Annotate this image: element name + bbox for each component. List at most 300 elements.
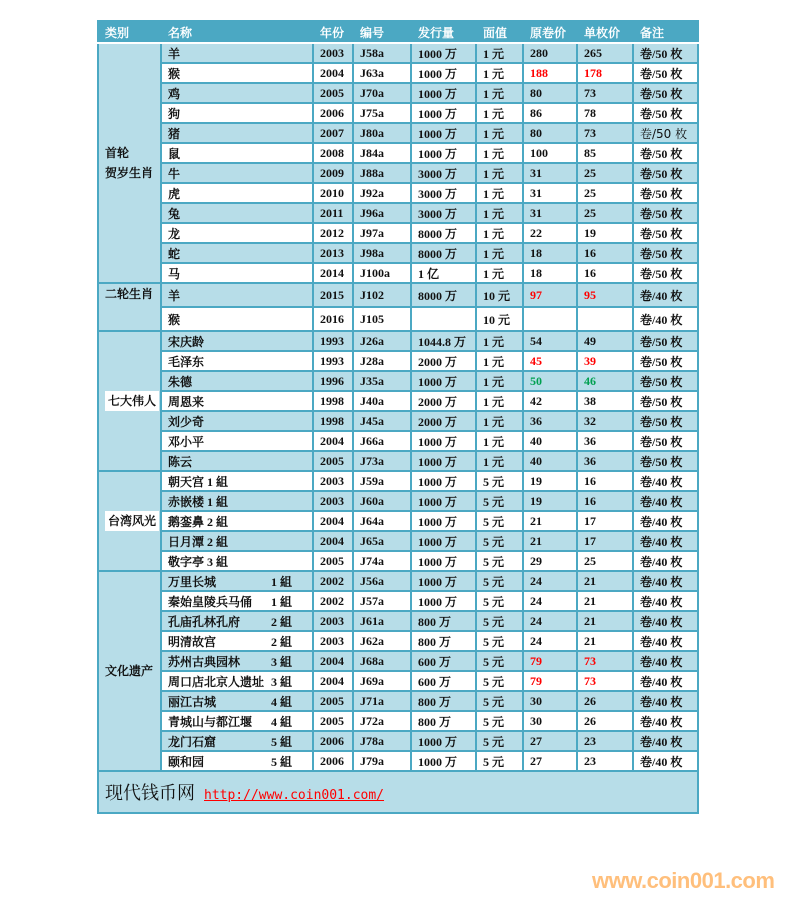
note-cell: 卷/50 枚 xyxy=(633,391,698,411)
coin-name: 宋庆龄 xyxy=(168,334,205,349)
roll-price-cell: 40 xyxy=(523,431,577,451)
coin-name: 明清故宫 xyxy=(168,634,217,649)
year-cell: 2014 xyxy=(313,263,353,283)
issue-cell: 1044.8 万 xyxy=(411,331,476,351)
roll-price-cell: 27 xyxy=(523,731,577,751)
category-cell xyxy=(98,43,161,283)
face-value-cell: 1 元 xyxy=(476,411,523,431)
name-cell xyxy=(161,551,313,571)
coin-group: 2 組 xyxy=(270,614,292,629)
unit-price-cell: 16 xyxy=(577,243,633,263)
header-note: 备注 xyxy=(633,21,698,43)
face-value-cell: 1 元 xyxy=(476,183,523,203)
note-cell: 卷/50 枚 xyxy=(633,411,698,431)
table-row xyxy=(98,203,698,223)
face-value-cell: 5 元 xyxy=(476,611,523,631)
name-cell xyxy=(161,163,313,183)
coin-name: 苏州古典园林 xyxy=(168,654,241,669)
year-cell: 2006 xyxy=(313,751,353,771)
name-cell xyxy=(161,591,313,611)
unit-price-cell: 25 xyxy=(577,163,633,183)
roll-price-cell: 45 xyxy=(523,351,577,371)
year-cell: 2004 xyxy=(313,511,353,531)
code-cell: J56a xyxy=(353,571,411,591)
issue-cell: 3000 万 xyxy=(411,183,476,203)
unit-price-cell: 26 xyxy=(577,691,633,711)
code-cell: J61a xyxy=(353,611,411,631)
year-cell: 2004 xyxy=(313,531,353,551)
unit-price-cell: 25 xyxy=(577,551,633,571)
note-cell: 卷/50 枚 xyxy=(633,83,698,103)
year-cell: 2005 xyxy=(313,711,353,731)
name-cell xyxy=(161,651,313,671)
category-cell xyxy=(98,471,161,571)
code-cell: J72a xyxy=(353,711,411,731)
note-cell: 卷/50 枚 xyxy=(633,63,698,83)
unit-price-cell: 21 xyxy=(577,611,633,631)
year-cell: 2003 xyxy=(313,491,353,511)
face-value-cell: 1 元 xyxy=(476,331,523,351)
name-cell xyxy=(161,371,313,391)
code-cell: J40a xyxy=(353,391,411,411)
roll-price-cell: 30 xyxy=(523,711,577,731)
unit-price-cell: 19 xyxy=(577,223,633,243)
coin-group: 1 組 xyxy=(270,574,292,589)
name-cell xyxy=(161,451,313,471)
face-value-cell: 1 元 xyxy=(476,103,523,123)
roll-price-cell: 30 xyxy=(523,691,577,711)
table-row xyxy=(98,103,698,123)
category-label: 文化遗产 xyxy=(105,664,154,678)
roll-price-cell: 18 xyxy=(523,243,577,263)
name-cell xyxy=(161,63,313,83)
site-link[interactable]: http://www.coin001.com/ xyxy=(204,788,385,803)
table-row xyxy=(98,511,698,531)
face-value-cell: 5 元 xyxy=(476,491,523,511)
year-cell: 2002 xyxy=(313,591,353,611)
issue-cell: 800 万 xyxy=(411,711,476,731)
roll-price-cell: 31 xyxy=(523,183,577,203)
coin-name: 敬字亭 3 組 xyxy=(168,554,229,569)
roll-price-cell: 42 xyxy=(523,391,577,411)
face-value-cell: 1 元 xyxy=(476,351,523,371)
category-cell xyxy=(98,283,161,331)
unit-price-cell: 38 xyxy=(577,391,633,411)
table-row xyxy=(98,283,698,307)
unit-price-cell: 16 xyxy=(577,471,633,491)
roll-price-cell: 80 xyxy=(523,83,577,103)
roll-price-cell: 188 xyxy=(523,63,577,83)
issue-cell: 1000 万 xyxy=(411,63,476,83)
issue-cell: 800 万 xyxy=(411,691,476,711)
name-cell xyxy=(161,531,313,551)
note-cell: 卷/50 枚 xyxy=(633,203,698,223)
face-value-cell: 1 元 xyxy=(476,163,523,183)
table-row xyxy=(98,691,698,711)
coin-group: 4 組 xyxy=(270,694,292,709)
roll-price-cell: 31 xyxy=(523,163,577,183)
note-cell: 卷/40 枚 xyxy=(633,751,698,771)
unit-price-cell: 39 xyxy=(577,351,633,371)
issue-cell: 1000 万 xyxy=(411,571,476,591)
code-cell: J78a xyxy=(353,731,411,751)
unit-price-cell: 26 xyxy=(577,711,633,731)
face-value-cell: 1 元 xyxy=(476,391,523,411)
roll-price-cell: 27 xyxy=(523,751,577,771)
roll-price-cell: 50 xyxy=(523,371,577,391)
face-value-cell: 1 元 xyxy=(476,431,523,451)
issue-cell: 8000 万 xyxy=(411,243,476,263)
name-cell xyxy=(161,571,313,591)
roll-price-cell: 100 xyxy=(523,143,577,163)
issue-cell: 3000 万 xyxy=(411,163,476,183)
coin-price-table xyxy=(97,20,699,814)
year-cell: 2016 xyxy=(313,307,353,331)
year-cell: 2005 xyxy=(313,451,353,471)
code-cell: J66a xyxy=(353,431,411,451)
unit-price-cell: 16 xyxy=(577,263,633,283)
unit-price-cell: 73 xyxy=(577,651,633,671)
table-row xyxy=(98,371,698,391)
coin-name: 猪 xyxy=(168,126,181,141)
roll-price-cell xyxy=(523,307,577,331)
table-row xyxy=(98,391,698,411)
year-cell: 2004 xyxy=(313,431,353,451)
year-cell: 2015 xyxy=(313,283,353,307)
year-cell: 2006 xyxy=(313,731,353,751)
year-cell: 2007 xyxy=(313,123,353,143)
issue-cell: 600 万 xyxy=(411,671,476,691)
coin-name: 猴 xyxy=(168,312,181,327)
issue-cell: 2000 万 xyxy=(411,411,476,431)
coin-name: 羊 xyxy=(168,46,181,61)
unit-price-cell: 36 xyxy=(577,451,633,471)
issue-cell: 8000 万 xyxy=(411,283,476,307)
year-cell: 2003 xyxy=(313,43,353,63)
year-cell: 2005 xyxy=(313,691,353,711)
issue-cell: 1000 万 xyxy=(411,371,476,391)
table-row xyxy=(98,491,698,511)
code-cell: J60a xyxy=(353,491,411,511)
coin-name: 青城山与都江堰 xyxy=(168,714,253,729)
footer-cell xyxy=(98,771,698,813)
roll-price-cell: 19 xyxy=(523,471,577,491)
face-value-cell: 1 元 xyxy=(476,143,523,163)
table-row xyxy=(98,751,698,771)
roll-price-cell: 22 xyxy=(523,223,577,243)
note-cell: 卷/40 枚 xyxy=(633,691,698,711)
name-cell xyxy=(161,691,313,711)
note-cell: 卷/50 枚 xyxy=(633,371,698,391)
issue-cell xyxy=(411,307,476,331)
table-row xyxy=(98,63,698,83)
year-cell: 2003 xyxy=(313,631,353,651)
table-row xyxy=(98,411,698,431)
name-cell xyxy=(161,143,313,163)
year-cell: 2003 xyxy=(313,611,353,631)
roll-price-cell: 54 xyxy=(523,331,577,351)
note-cell: 卷/40 枚 xyxy=(633,711,698,731)
unit-price-cell: 17 xyxy=(577,531,633,551)
note-cell: 卷/40 枚 xyxy=(633,531,698,551)
code-cell: J80a xyxy=(353,123,411,143)
note-cell: 卷/50 枚 xyxy=(633,123,698,143)
issue-cell: 1000 万 xyxy=(411,431,476,451)
code-cell: J63a xyxy=(353,63,411,83)
coin-group: 5 組 xyxy=(270,734,292,749)
face-value-cell: 1 元 xyxy=(476,123,523,143)
note-cell: 卷/40 枚 xyxy=(633,671,698,691)
footer-row xyxy=(98,771,698,813)
note-cell: 卷/50 枚 xyxy=(633,223,698,243)
year-cell: 2013 xyxy=(313,243,353,263)
note-cell: 卷/40 枚 xyxy=(633,731,698,751)
issue-cell: 2000 万 xyxy=(411,391,476,411)
face-value-cell: 5 元 xyxy=(476,531,523,551)
face-value-cell: 5 元 xyxy=(476,511,523,531)
code-cell: J75a xyxy=(353,103,411,123)
unit-price-cell: 21 xyxy=(577,631,633,651)
issue-cell: 1000 万 xyxy=(411,531,476,551)
code-cell: J65a xyxy=(353,531,411,551)
year-cell: 2004 xyxy=(313,671,353,691)
name-cell xyxy=(161,431,313,451)
coin-name: 陈云 xyxy=(168,454,193,469)
unit-price-cell: 21 xyxy=(577,571,633,591)
coin-name: 朱德 xyxy=(168,374,193,389)
unit-price-cell: 78 xyxy=(577,103,633,123)
note-cell: 卷/40 枚 xyxy=(633,491,698,511)
watermark: www.coin001.com xyxy=(592,868,775,893)
year-cell: 2006 xyxy=(313,103,353,123)
note-cell: 卷/40 枚 xyxy=(633,551,698,571)
issue-cell: 1000 万 xyxy=(411,591,476,611)
unit-price-cell xyxy=(577,307,633,331)
name-cell xyxy=(161,491,313,511)
name-cell xyxy=(161,243,313,263)
roll-price-cell: 29 xyxy=(523,551,577,571)
unit-price-cell: 17 xyxy=(577,511,633,531)
table-row xyxy=(98,631,698,651)
code-cell: J45a xyxy=(353,411,411,431)
note-cell: 卷/40 枚 xyxy=(633,611,698,631)
issue-cell: 1000 万 xyxy=(411,123,476,143)
name-cell xyxy=(161,331,313,351)
header-issue: 发行量 xyxy=(411,21,476,43)
issue-cell: 1000 万 xyxy=(411,491,476,511)
table-row xyxy=(98,571,698,591)
issue-cell: 1000 万 xyxy=(411,731,476,751)
code-cell: J100a xyxy=(353,263,411,283)
note-cell: 卷/50 枚 xyxy=(633,243,698,263)
code-cell: J57a xyxy=(353,591,411,611)
face-value-cell: 1 元 xyxy=(476,43,523,63)
unit-price-cell: 73 xyxy=(577,671,633,691)
face-value-cell: 5 元 xyxy=(476,651,523,671)
site-title: 现代钱币网 xyxy=(105,783,195,804)
roll-price-cell: 31 xyxy=(523,203,577,223)
code-cell: J59a xyxy=(353,471,411,491)
name-cell xyxy=(161,351,313,371)
coin-name: 狗 xyxy=(168,106,181,121)
coin-name: 刘少奇 xyxy=(168,414,205,429)
roll-price-cell: 79 xyxy=(523,671,577,691)
note-cell: 卷/40 枚 xyxy=(633,651,698,671)
code-cell: J88a xyxy=(353,163,411,183)
table-row xyxy=(98,223,698,243)
coin-name: 周恩来 xyxy=(168,394,205,409)
face-value-cell: 5 元 xyxy=(476,551,523,571)
header-name: 名称 xyxy=(161,21,313,43)
year-cell: 1993 xyxy=(313,351,353,371)
note-cell: 卷/50 枚 xyxy=(633,43,698,63)
unit-price-cell: 23 xyxy=(577,751,633,771)
unit-price-cell: 25 xyxy=(577,183,633,203)
table-row xyxy=(98,611,698,631)
year-cell: 2005 xyxy=(313,551,353,571)
roll-price-cell: 80 xyxy=(523,123,577,143)
code-cell: J98a xyxy=(353,243,411,263)
note-cell: 卷/50 枚 xyxy=(633,351,698,371)
issue-cell: 1000 万 xyxy=(411,751,476,771)
table-row xyxy=(98,671,698,691)
category-label: 贺岁生肖 xyxy=(105,166,154,180)
table-row xyxy=(98,263,698,283)
name-cell xyxy=(161,711,313,731)
coin-name: 邓小平 xyxy=(168,434,205,449)
coin-name: 兔 xyxy=(168,206,181,221)
code-cell: J28a xyxy=(353,351,411,371)
issue-cell: 1000 万 xyxy=(411,103,476,123)
header-year: 年份 xyxy=(313,21,353,43)
roll-price-cell: 18 xyxy=(523,263,577,283)
issue-cell: 8000 万 xyxy=(411,223,476,243)
roll-price-cell: 40 xyxy=(523,451,577,471)
face-value-cell: 5 元 xyxy=(476,711,523,731)
category-label: 七大伟人 xyxy=(105,391,159,411)
name-cell xyxy=(161,43,313,63)
name-cell xyxy=(161,671,313,691)
coin-name: 猴 xyxy=(168,66,181,81)
face-value-cell: 5 元 xyxy=(476,691,523,711)
unit-price-cell: 73 xyxy=(577,83,633,103)
table-row xyxy=(98,551,698,571)
code-cell: J70a xyxy=(353,83,411,103)
issue-cell: 1 亿 xyxy=(411,263,476,283)
year-cell: 2010 xyxy=(313,183,353,203)
face-value-cell: 5 元 xyxy=(476,631,523,651)
roll-price-cell: 24 xyxy=(523,611,577,631)
coin-group: 4 組 xyxy=(270,714,292,729)
issue-cell: 1000 万 xyxy=(411,143,476,163)
unit-price-cell: 32 xyxy=(577,411,633,431)
header-roll-price: 原卷价 xyxy=(523,21,577,43)
name-cell xyxy=(161,731,313,751)
code-cell: J64a xyxy=(353,511,411,531)
coin-name: 鼠 xyxy=(168,146,181,161)
face-value-cell: 5 元 xyxy=(476,731,523,751)
table-row xyxy=(98,307,698,331)
code-cell: J26a xyxy=(353,331,411,351)
code-cell: J58a xyxy=(353,43,411,63)
table-row xyxy=(98,83,698,103)
year-cell: 2004 xyxy=(313,63,353,83)
year-cell: 2008 xyxy=(313,143,353,163)
note-cell: 卷/50 枚 xyxy=(633,451,698,471)
face-value-cell: 10 元 xyxy=(476,307,523,331)
table-row xyxy=(98,651,698,671)
coin-name: 颐和园 xyxy=(168,754,205,769)
face-value-cell: 5 元 xyxy=(476,571,523,591)
note-cell: 卷/40 枚 xyxy=(633,631,698,651)
table-row xyxy=(98,143,698,163)
name-cell xyxy=(161,183,313,203)
roll-price-cell: 97 xyxy=(523,283,577,307)
year-cell: 2012 xyxy=(313,223,353,243)
category-label: 二轮生肖 xyxy=(105,287,154,301)
name-cell xyxy=(161,471,313,491)
face-value-cell: 1 元 xyxy=(476,63,523,83)
note-cell: 卷/40 枚 xyxy=(633,571,698,591)
coin-name: 孔庙孔林孔府 xyxy=(168,614,241,629)
roll-price-cell: 21 xyxy=(523,511,577,531)
table-row xyxy=(98,431,698,451)
year-cell: 1998 xyxy=(313,391,353,411)
roll-price-cell: 79 xyxy=(523,651,577,671)
unit-price-cell: 49 xyxy=(577,331,633,351)
note-cell: 卷/40 枚 xyxy=(633,283,698,307)
name-cell xyxy=(161,283,313,307)
table-row xyxy=(98,351,698,371)
name-cell xyxy=(161,411,313,431)
unit-price-cell: 36 xyxy=(577,431,633,451)
coin-name: 秦始皇陵兵马俑 xyxy=(168,594,253,609)
unit-price-cell: 23 xyxy=(577,731,633,751)
code-cell: J92a xyxy=(353,183,411,203)
note-cell: 卷/40 枚 xyxy=(633,471,698,491)
roll-price-cell: 36 xyxy=(523,411,577,431)
code-cell: J73a xyxy=(353,451,411,471)
unit-price-cell: 73 xyxy=(577,123,633,143)
coin-name: 鹅銮鼻 2 組 xyxy=(168,514,229,529)
table-body xyxy=(98,43,698,771)
code-cell: J79a xyxy=(353,751,411,771)
code-cell: J96a xyxy=(353,203,411,223)
header-category: 类别 xyxy=(98,21,161,43)
table-row xyxy=(98,471,698,491)
coin-name: 牛 xyxy=(168,166,181,181)
table-row xyxy=(98,331,698,351)
roll-price-cell: 24 xyxy=(523,591,577,611)
category-cell xyxy=(98,331,161,471)
name-cell xyxy=(161,511,313,531)
coin-name: 毛泽东 xyxy=(168,354,205,369)
face-value-cell: 1 元 xyxy=(476,263,523,283)
coin-name: 丽江古城 xyxy=(168,694,217,709)
face-value-cell: 1 元 xyxy=(476,83,523,103)
roll-price-cell: 19 xyxy=(523,491,577,511)
coin-name: 羊 xyxy=(168,288,181,303)
table-row xyxy=(98,591,698,611)
note-cell: 卷/40 枚 xyxy=(633,307,698,331)
coin-name: 龙门石窟 xyxy=(168,734,217,749)
coin-name: 龙 xyxy=(168,226,181,241)
face-value-cell: 1 元 xyxy=(476,243,523,263)
name-cell xyxy=(161,123,313,143)
header-unit-price: 单枚价 xyxy=(577,21,633,43)
category-label: 台湾风光 xyxy=(105,511,159,531)
code-cell: J105 xyxy=(353,307,411,331)
